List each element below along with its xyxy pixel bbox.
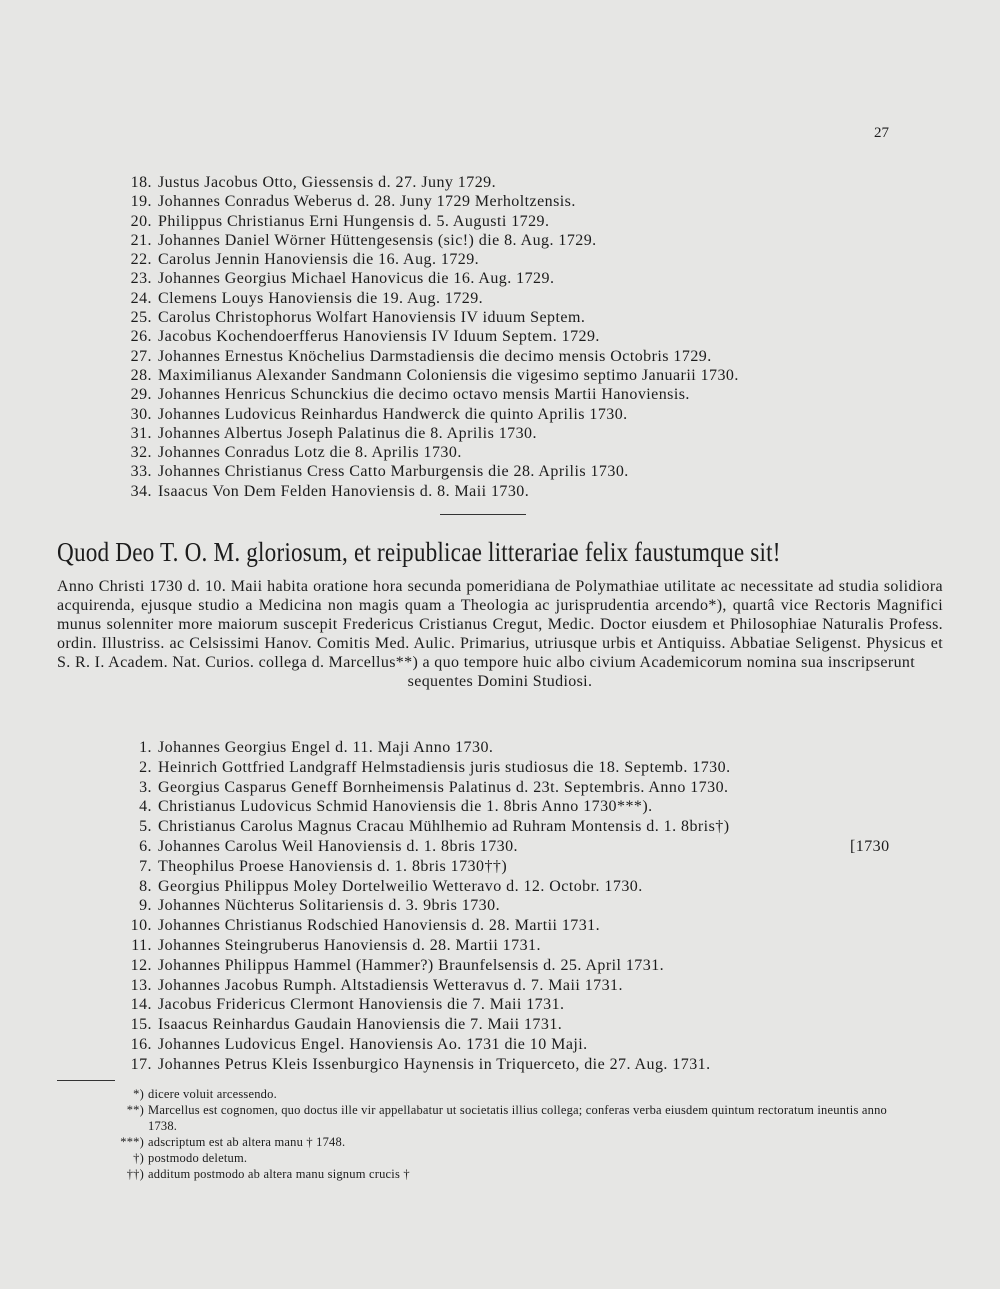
item-number: 5. [139, 818, 152, 836]
item-number: 30. [130, 405, 152, 423]
item-text: Johannes Henricus Schunckius die decimo octavo mensis Martii Hanoviensis. [158, 386, 690, 404]
list-item [110, 250, 739, 269]
list-item [110, 896, 731, 916]
item-number: 28. [130, 366, 152, 384]
item-number: 34. [130, 482, 152, 500]
rectorate-paragraph [57, 578, 943, 691]
item-text: Johannes Christianus Cress Catto Marburgensis die 28. Aprilis 1730. [158, 463, 629, 481]
list-item [110, 936, 731, 956]
item-text: Carolus Jennin Hanoviensis die 16. Aug. 1729. [158, 251, 480, 269]
item-text: Johannes Nüchterus Solitariensis d. 3. 9bris 1730. [158, 897, 501, 915]
list-item [110, 308, 739, 327]
item-number: 2. [139, 758, 152, 776]
footnote [60, 1150, 910, 1166]
item-number: 31. [130, 424, 152, 442]
item-number: 3. [139, 778, 152, 796]
item-text: Johannes Albertus Joseph Palatinus die 8. Aprilis 1730. [158, 424, 537, 442]
list-item [110, 1035, 731, 1055]
item-number: 4. [139, 798, 152, 816]
paragraph-last-line: sequentes Domini Studiosi. [407, 672, 593, 690]
item-number: 14. [130, 996, 152, 1014]
list-item [110, 443, 739, 462]
item-number: 33. [130, 463, 152, 481]
item-text: Johannes Philippus Hammel (Hammer?) Braunfelsensis d. 25. April 1731. [158, 956, 665, 974]
list-item [110, 837, 890, 857]
item-text: Georgius Philippus Moley Dortelweilio Wetteravo d. 12. Octobr. 1730. [158, 877, 643, 895]
footnote-divider [57, 1080, 115, 1081]
footnote [60, 1086, 910, 1102]
list-item [110, 347, 739, 366]
item-text: Clemens Louys Hanoviensis die 19. Aug. 1729. [158, 289, 484, 307]
matriculation-list-new [110, 738, 890, 1075]
item-text: Johannes Daniel Wörner Hüttengesensis (sic!) die 8. Aug. 1729. [158, 231, 597, 249]
list-item [110, 173, 739, 192]
footnote-mark: †) [133, 1151, 144, 1165]
item-number: 11. [131, 936, 152, 954]
list-item [110, 366, 739, 385]
item-number: 12. [130, 956, 152, 974]
item-text: Heinrich Gottfried Landgraff Helmstadiensis juris studiosus die 18. Septemb. 1730. [158, 758, 731, 776]
list-item [110, 956, 731, 976]
list-item [110, 462, 739, 481]
item-text: Christianus Carolus Magnus Cracau Mühlhemio ad Ruhram Montensis d. 1. 8bris†) [158, 818, 730, 836]
footnote-mark: *) [133, 1087, 144, 1101]
item-number: 8. [139, 877, 152, 895]
item-text: Johannes Ludovicus Engel. Hanoviensis Ao. 1731 die 10 Maji. [158, 1035, 588, 1053]
list-item [110, 269, 739, 288]
footnote [60, 1166, 910, 1182]
list-item [110, 231, 739, 250]
item-text: Johannes Ludovicus Reinhardus Handwerck die quinto Aprilis 1730. [158, 405, 628, 423]
item-text: Georgius Casparus Geneff Bornheimensis Palatinus d. 23t. Septembris. Anno 1730. [158, 778, 729, 796]
footnote-text: Marcellus est cognomen, quo doctus ille vir appellabatur ut societatis illius collega; conferas verba eiusdem quintum rectoratum ineuntis anno 1738. [148, 1103, 887, 1133]
item-text: Johannes Petrus Kleis Issenburgico Haynensis in Triquerceto, die 27. Aug. 1731. [158, 1055, 711, 1073]
item-number: 1. [139, 739, 152, 756]
item-number: 15. [130, 1016, 152, 1034]
list-item [110, 405, 739, 424]
item-number: 22. [130, 251, 152, 269]
item-text: Maximilianus Alexander Sandmann Coloniensis die vigesimo septimo Januarii 1730. [158, 366, 739, 384]
item-text: Johannes Georgius Michael Hanovicus die 16. Aug. 1729. [158, 270, 555, 288]
item-text: Johannes Christianus Rodschied Hanoviensis d. 28. Martii 1731. [158, 917, 601, 935]
item-number: 7. [139, 857, 152, 875]
item-number: 17. [130, 1055, 152, 1073]
footnote-mark: **) [126, 1103, 144, 1117]
item-text: Johannes Carolus Weil Hanoviensis d. 1. 8bris 1730. [158, 837, 519, 855]
item-number: 29. [130, 386, 152, 404]
paragraph-text: Anno Christi 1730 d. 10. Maii habita oratione hora secunda pomeridiana de Polymathiae utilitate ac necessitate ad studia solidiora acquirenda, ejusque studio a Medicina non magis quam a Theologia ac jurisprudentia arcendo*), quartâ vice Rectoris Magnifici munus solenniter more maiorum suscepit Fredericus Cristianus Cregut, Medic. Doctor eiusdem et Philosophiae Naturalis Profess. ordin. Illustriss. ac Celsissimi Hanov. Comitis Med. Aulic. Primarius, utriusque urbis et Antiquiss. Abbatiae Seligenst. Physicus et S. R. I. Academ. Nat. Curios. collega d. Marcellus**) a quo tempore huic albo civium Academicorum nomina sua inscripserunt [57, 578, 943, 671]
list-item [110, 817, 731, 837]
list-item [110, 327, 739, 346]
list-item [110, 482, 739, 501]
list-item [110, 995, 731, 1015]
footnote-mark: ††) [126, 1167, 144, 1181]
list-item [110, 289, 739, 308]
continuation-bracket: [1730 [850, 837, 890, 855]
page-number: 27 [874, 125, 889, 141]
item-text: Carolus Christophorus Wolfart Hanoviensis IV iduum Septem. [158, 309, 586, 327]
list-item [110, 758, 731, 778]
item-number: 16. [130, 1035, 152, 1053]
item-text: Jacobus Kochendoerfferus Hanoviensis IV Iduum Septem. 1729. [158, 328, 600, 346]
item-number: 32. [130, 444, 152, 462]
item-text: Johannes Georgius Engel d. 11. Maji Anno 1730. [158, 739, 494, 756]
item-text: Johannes Ernestus Knöchelius Darmstadiensis die decimo mensis Octobris 1729. [158, 347, 712, 365]
item-number: 24. [130, 289, 152, 307]
item-number: 9. [139, 897, 152, 915]
item-number: 10. [130, 917, 152, 935]
footnote [60, 1134, 910, 1150]
footnote-text: dicere voluit arcessendo. [148, 1087, 277, 1101]
item-number: 18. [130, 174, 152, 191]
list-item [110, 1055, 731, 1075]
item-text: Justus Jacobus Otto, Giessensis d. 27. Juny 1729. [158, 174, 497, 191]
item-text: Isaacus Reinhardus Gaudain Hanoviensis die 7. Maii 1731. [158, 1016, 563, 1034]
item-text: Johannes Jacobus Rumph. Altstadiensis Wetteravus d. 7. Maii 1731. [158, 976, 623, 994]
list-item [110, 976, 731, 996]
footnote-text: postmodo deletum. [148, 1151, 248, 1165]
footnote-text: adscriptum est ab altera manu † 1748. [148, 1135, 346, 1149]
footnote [60, 1102, 910, 1134]
list-item [110, 857, 731, 877]
item-text: Theophilus Proese Hanoviensis d. 1. 8bris 1730††) [158, 857, 508, 875]
item-number: 6. [139, 837, 152, 855]
footnote-mark: ***) [120, 1135, 144, 1149]
list-item [110, 385, 739, 404]
item-number: 23. [130, 270, 152, 288]
item-number: 13. [130, 976, 152, 994]
item-text: Isaacus Von Dem Felden Hanoviensis d. 8. Maii 1730. [158, 482, 530, 500]
list-item [110, 877, 731, 897]
item-text: Johannes Steingruberus Hanoviensis d. 28. Martii 1731. [158, 936, 541, 954]
section-heading: Quod Deo T. O. M. gloriosum, et reipublicae litterariae felix faustumque sit! [57, 537, 781, 567]
item-text: Philippus Christianus Erni Hungensis d. 5. Augusti 1729. [158, 212, 550, 230]
item-text: Johannes Conradus Lotz die 8. Aprilis 1730. [158, 444, 462, 462]
list-item [110, 916, 731, 936]
list-item [110, 192, 739, 211]
item-number: 27. [130, 347, 152, 365]
list-item [110, 1015, 731, 1035]
item-number: 20. [130, 212, 152, 230]
footnote-text: additum postmodo ab altera manu signum crucis † [148, 1167, 410, 1181]
list-item [110, 738, 731, 758]
item-number: 26. [130, 328, 152, 346]
matriculation-list-continued [110, 173, 739, 501]
item-text: Christianus Ludovicus Schmid Hanoviensis die 1. 8bris Anno 1730***). [158, 798, 653, 816]
item-text: Johannes Conradus Weberus d. 28. Juny 1729 Merholtzensis. [158, 193, 576, 211]
list-item [110, 778, 731, 798]
item-text: Jacobus Fridericus Clermont Hanoviensis die 7. Maii 1731. [158, 996, 565, 1014]
section-divider [440, 514, 526, 515]
item-number: 19. [130, 193, 152, 211]
list-item [110, 797, 731, 817]
list-item [110, 424, 739, 443]
item-number: 25. [130, 309, 152, 327]
item-number: 21. [130, 231, 152, 249]
list-item [110, 212, 739, 231]
footnotes [60, 1086, 910, 1182]
